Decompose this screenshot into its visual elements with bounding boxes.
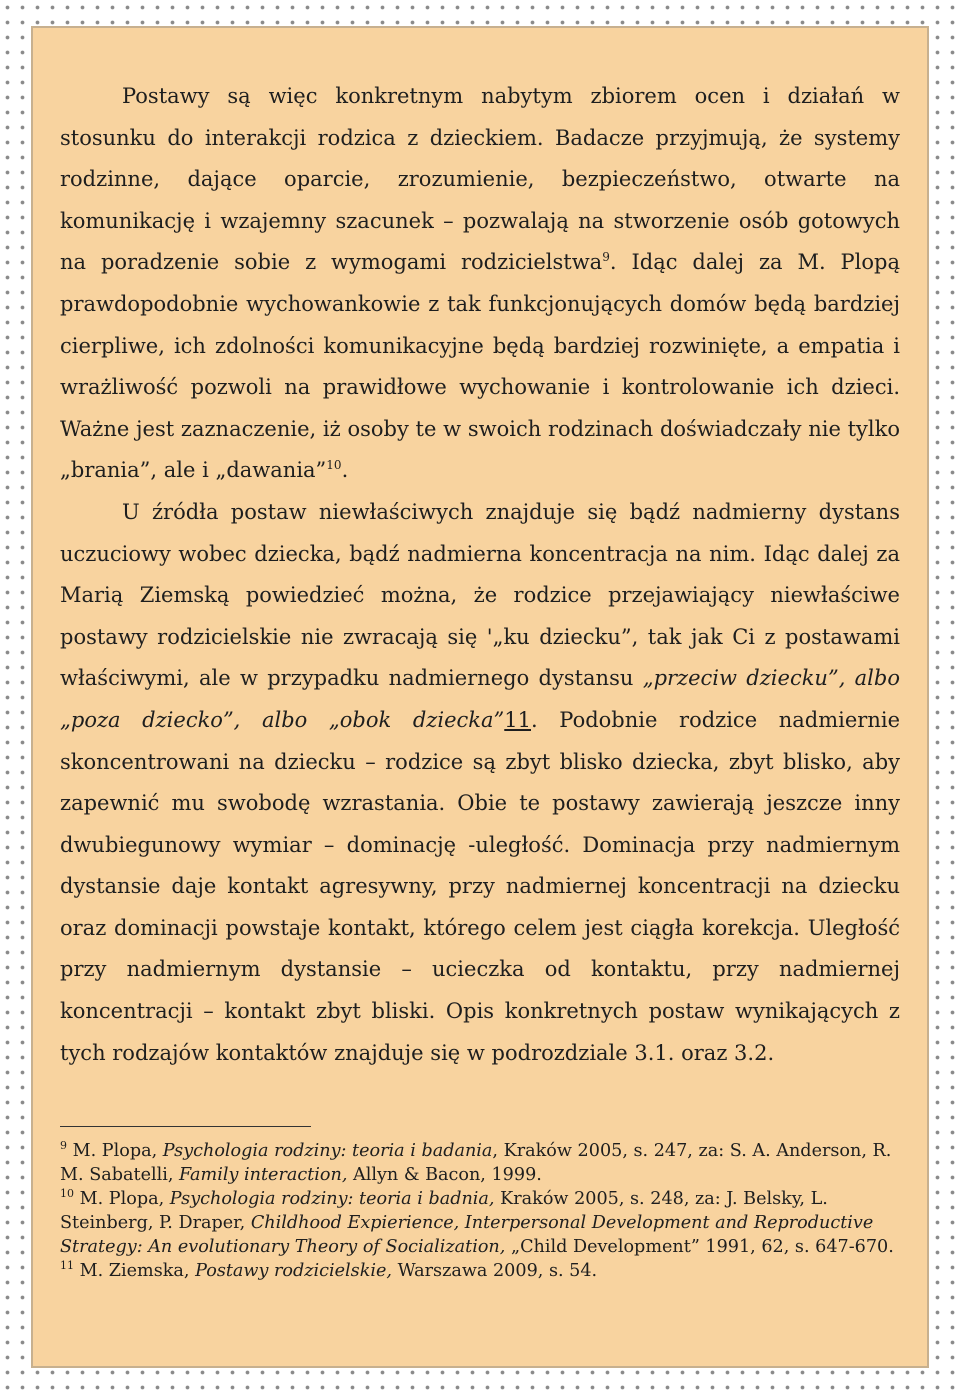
paragraph-1-part-1: Postawy są więc konkretnym nabytym zbiorem ocen i działań w stosunku do interakcji rodzica z dzieckiem. Badacze przyjmują, że systemy rodzinne, dające oparcie, zrozumienie, bezpieczeństwo, otwarte na komunikację i wzajemny szacunek – pozwalają na stworzenie osób gotowych na poradzenie sobie z wymogami rodzicielstwa (60, 84, 900, 275)
footnote-title: Childhood Expierience, Interpersonal Development and Reproductive Strategy: An evolutionary Theory of Socialization, (60, 1213, 874, 1257)
footnote-10 (60, 1187, 900, 1259)
footnote-text: , Kraków 2005, s. 247, za: S. A. Anderson, R. M. Sabatelli, (60, 1141, 892, 1185)
paragraph-1-part-3: . (341, 458, 349, 483)
footnote-number: 10 (60, 1187, 74, 1201)
footnote-ref-10[interactable]: 10 (326, 458, 342, 473)
footnote-text: Kraków 2005, s. 248, za: J. Belsky, L. Steinberg, P. Draper, (60, 1189, 828, 1233)
footnote-title: Psychologia rodziny: teoria i badania (162, 1141, 493, 1161)
footnote-title: Psychologia rodziny: teoria i badnia, (169, 1189, 495, 1209)
footnote-title: Family interaction, (179, 1165, 348, 1185)
paragraph-1-part-2: . Idąc dalej za M. Plopą prawdopodobnie wychowankowie z tak funkcjonujących domów będą bardziej cierpliwe, ich zdolności komunikacyjne będą bardziej rozwinięte, a empatia i wrażliwość pozwoli na prawidłowe wychowanie i kontrolowanie ich dzieci. Ważne jest zaznaczenie, iż osoby te w swoich rodzinach doświadczały nie tylko „brania”, ale i „dawania” (60, 250, 901, 483)
footnote-text: Warszawa 2009, s. 54. (392, 1261, 598, 1281)
footnotes (60, 1139, 900, 1283)
paragraph-2-part-2: . Podobnie rodzice nadmiernie skoncentrowani na dziecku – rodzice są zbyt blisko dziecka, zbyt blisko, aby zapewnić mu swobodę wzrastania. Obie te postawy zawierają jeszcze inny dwubiegunowy wymiar – dominację -uległość. Dominacja przy nadmiernym dystansie daje kontakt agresywny, przy nadmiernej koncentracji na dziecku oraz dominacji powstaje kontakt, którego celem jest ciągła korekcja. Uległość przy nadmiernym dystansie – ucieczka od kontaktu, przy nadmiernej koncentracji – kontakt zbyt bliski. Opis konkretnych postaw wynikających z tych rodzajów kontaktów znajduje się w podrozdziale 3.1. oraz 3.2. (60, 707, 900, 1065)
paragraph-2-italic-phrase: „przeciw dziecku”, albo „poza dziecko”, albo „obok dziecka” (60, 666, 900, 732)
footnote-text: „Child Development” 1991, 62, s. 647-670. (505, 1237, 894, 1257)
footnote-11 (60, 1259, 900, 1283)
footnote-title: Postawy rodzicielskie, (195, 1261, 393, 1281)
footnote-ref-9[interactable]: 9 (602, 250, 610, 265)
footnote-number: 11 (60, 1259, 74, 1273)
footnote-text: Allyn & Bacon, 1999. (347, 1165, 542, 1185)
footnote-text: M. Plopa, (74, 1189, 170, 1209)
footnote-text: M. Plopa, (67, 1141, 163, 1161)
footnote-separator (60, 1126, 311, 1127)
paragraph-2-part-1: U źródła postaw niewłaściwych znajduje się bądź nadmierny dystans uczuciowy wobec dziecka, bądź nadmierna koncentracja na nim. Idąc dalej za Marią Ziemską powiedzieć można, że rodzice przejawiający niewłaściwe postawy rodzicielskie nie zwracają się '„ku dziecku”, tak jak Ci z postawami właściwymi, ale w przypadku nadmiernego dystansu (60, 499, 900, 691)
footnote-ref-11[interactable]: 11 (504, 707, 531, 732)
footnote-text: M. Ziemska, (74, 1261, 196, 1281)
paragraph-2 (60, 492, 900, 1074)
main-text (60, 76, 900, 1074)
footnote-9 (60, 1139, 900, 1187)
footnote-number: 9 (60, 1139, 67, 1153)
paragraph-1 (60, 76, 900, 492)
